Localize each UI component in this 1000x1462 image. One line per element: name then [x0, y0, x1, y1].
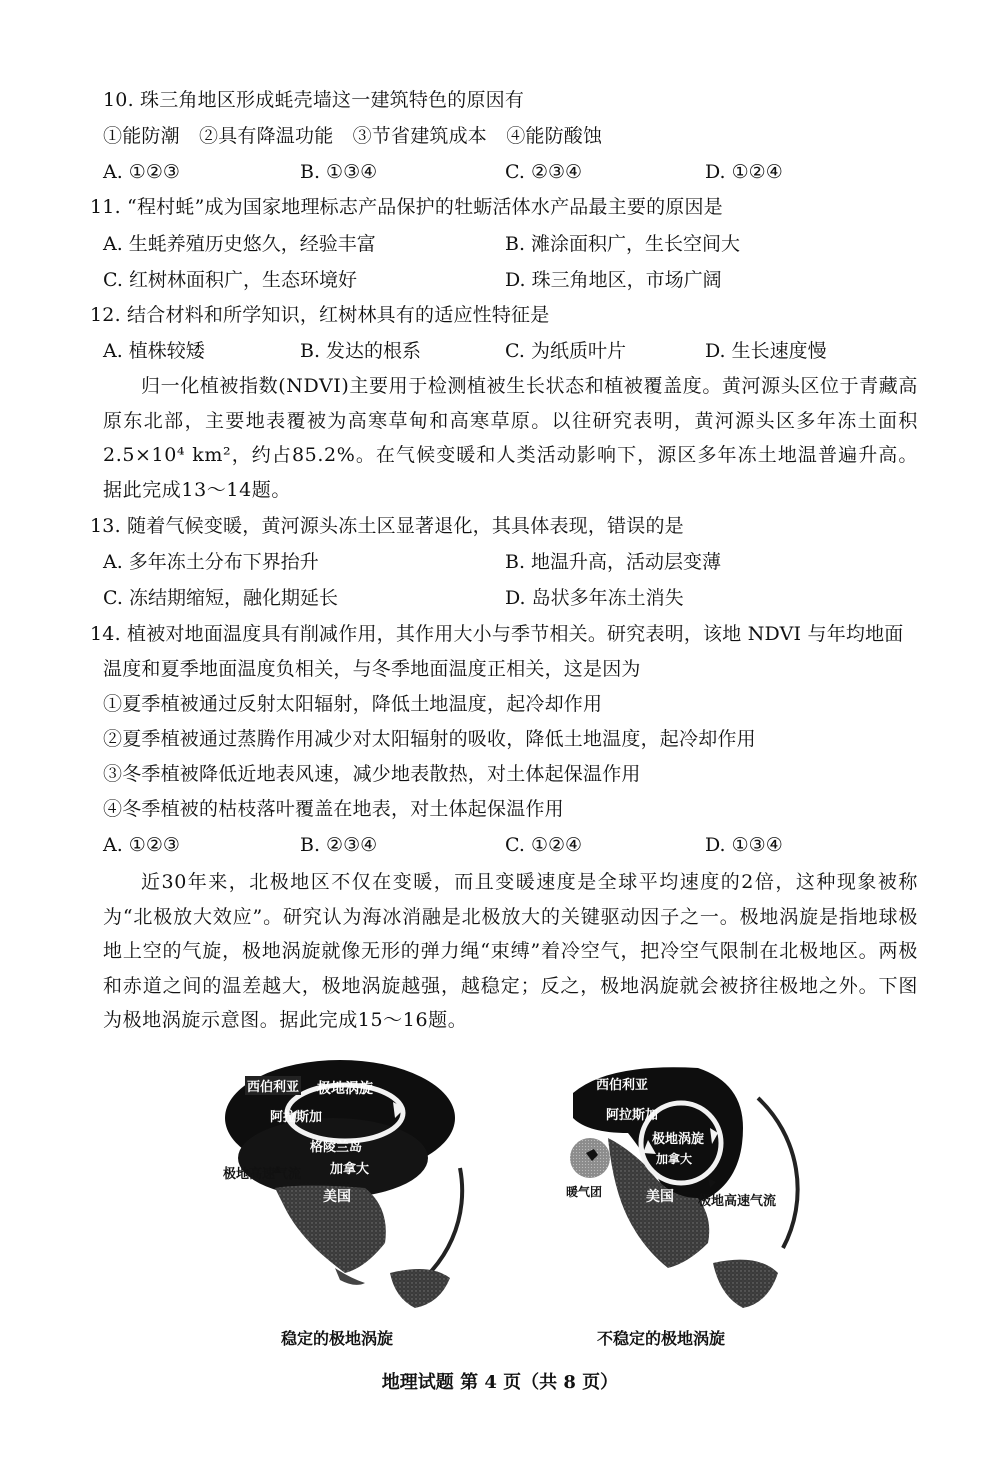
- q12-option-c[interactable]: C. 为纸质叶片: [505, 340, 626, 362]
- label-canada-right: 加拿大: [656, 1152, 693, 1166]
- q12-option-a[interactable]: A. 植株较矮: [103, 340, 205, 362]
- q11-stem: 11. “程村蚝”成为国家地理标志产品保护的牡蛎活体水产品最主要的原因是: [90, 196, 723, 218]
- q12-option-b[interactable]: B. 发达的根系: [300, 340, 422, 362]
- q14-statement-1: ①夏季植被通过反射太阳辐射，降低土地温度，起冷却作用: [103, 693, 603, 715]
- q13-option-a[interactable]: A. 多年冻土分布下界抬升: [103, 551, 319, 573]
- q10-option-c[interactable]: C. ②③④: [505, 161, 583, 183]
- passage-15-16: 近30年来，北极地区不仅在变暖，而且变暖速度是全球平均速度的2倍，这种现象被称为“北极放大效应”。研究认为海冰消融是北极放大的关键驱动因子之一。极地涡旋是指地球极地上空的气旋，极地涡旋就像无形的弹力绳“束缚”着冷空气，把冷空气限制在北极地区。两极和赤道之间的温差越大，极地涡旋越强，越稳定；反之，极地涡旋就会被挤往极地之外。下图为极地涡旋示意图。据此完成15～16题。: [103, 871, 918, 1031]
- label-canada-left: 加拿大: [330, 1162, 370, 1177]
- q10-statements: [103, 124, 602, 148]
- label-greenland-left: 格陵兰岛: [310, 1140, 363, 1155]
- caption-unstable-vortex: 不稳定的极地涡旋: [597, 1329, 726, 1348]
- q13-option-d[interactable]: D. 岛状多年冻土消失: [505, 587, 684, 609]
- label-usa-left: 美国: [323, 1189, 351, 1205]
- label-alaska-right: 阿拉斯加: [606, 1108, 659, 1123]
- q14-stem-line1: 14. 植被对地面温度具有削减作用，其作用大小与季节相关。研究表明，该地 NDVI 与年均地面: [90, 623, 904, 645]
- q11-option-a[interactable]: A. 生蚝养殖历史悠久，经验丰富: [103, 233, 376, 255]
- q10-statements-text: ①能防潮 ②具有降温功能 ③节省建筑成本 ④能防酸蚀: [103, 125, 603, 147]
- q10-option-a[interactable]: A. ①②③: [103, 161, 180, 183]
- label-siberia-right: 西伯利亚: [596, 1078, 649, 1093]
- q14-statement-3: ③冬季植被降低近地表风速，减少地表散热，对土体起保温作用: [103, 763, 641, 785]
- label-jet-left: 极地高速气流: [223, 1167, 302, 1182]
- label-warm-air-right: 暖气团: [566, 1185, 603, 1199]
- q13-option-b[interactable]: B. 地温升高，活动层变薄: [505, 551, 722, 573]
- q11-option-c[interactable]: C. 红树林面积广，生态环境好: [103, 269, 357, 291]
- caption-stable-vortex: 稳定的极地涡旋: [281, 1329, 394, 1348]
- q14-option-c[interactable]: C. ①②④: [505, 834, 583, 856]
- q10-stem: 10. 珠三角地区形成蚝壳墙这一建筑特色的原因有: [103, 89, 525, 111]
- q13-option-c[interactable]: C. 冻结期缩短，融化期延长: [103, 587, 338, 609]
- q11-option-b[interactable]: B. 滩涂面积广，生长空间大: [505, 233, 741, 255]
- q14-option-d[interactable]: D. ①③④: [705, 834, 783, 856]
- passage-13-14: 归一化植被指数(NDVI)主要用于检测植被生长状态和植被覆盖度。黄河源头区位于青藏高原东北部，主要地表覆被为高寒草甸和高寒草原。以往研究表明，黄河源头区多年冻土面积2.5×10⁴ km²，约占85.2%。在气候变暖和人类活动影响下，源区多年冻土地温普遍升高。据此完成13～14题。: [103, 375, 918, 501]
- q14-option-a[interactable]: A. ①②③: [103, 834, 180, 856]
- page-footer: 地理试题 第 4 页（共 8 页）: [381, 1372, 619, 1393]
- q10-option-d[interactable]: D. ①②④: [705, 161, 783, 183]
- stable-vortex-figure: [215, 1058, 475, 1308]
- unstable-vortex-figure: [548, 1058, 808, 1308]
- label-alaska-left: 阿拉斯加: [270, 1110, 323, 1125]
- q13-stem: 13. 随着气候变暖，黄河源头冻土区显著退化，其具体表现，错误的是: [90, 515, 684, 537]
- label-vortex-right: 极地涡旋: [652, 1132, 705, 1147]
- q12-option-d[interactable]: D. 生长速度慢: [705, 340, 827, 362]
- q14-stem-line2: 温度和夏季地面温度负相关，与冬季地面温度正相关，这是因为: [103, 658, 641, 680]
- q14-statement-4: ④冬季植被的枯枝落叶覆盖在地表，对土体起保温作用: [103, 798, 564, 820]
- label-vortex-left: 极地涡旋: [317, 1081, 373, 1097]
- q10-option-b[interactable]: B. ①③④: [300, 161, 378, 183]
- q11-option-d[interactable]: D. 珠三角地区，市场广阔: [505, 269, 722, 291]
- q14-option-b[interactable]: B. ②③④: [300, 834, 378, 856]
- label-siberia-left: 西伯利亚: [245, 1076, 301, 1095]
- label-usa-right: 美国: [646, 1189, 674, 1205]
- q12-stem: 12. 结合材料和所学知识，红树林具有的适应性特征是: [90, 304, 550, 326]
- label-jet-right: 极地高速气流: [698, 1194, 777, 1209]
- q14-statement-2: ②夏季植被通过蒸腾作用减少对太阳辐射的吸收，降低土地温度，起冷却作用: [103, 728, 756, 750]
